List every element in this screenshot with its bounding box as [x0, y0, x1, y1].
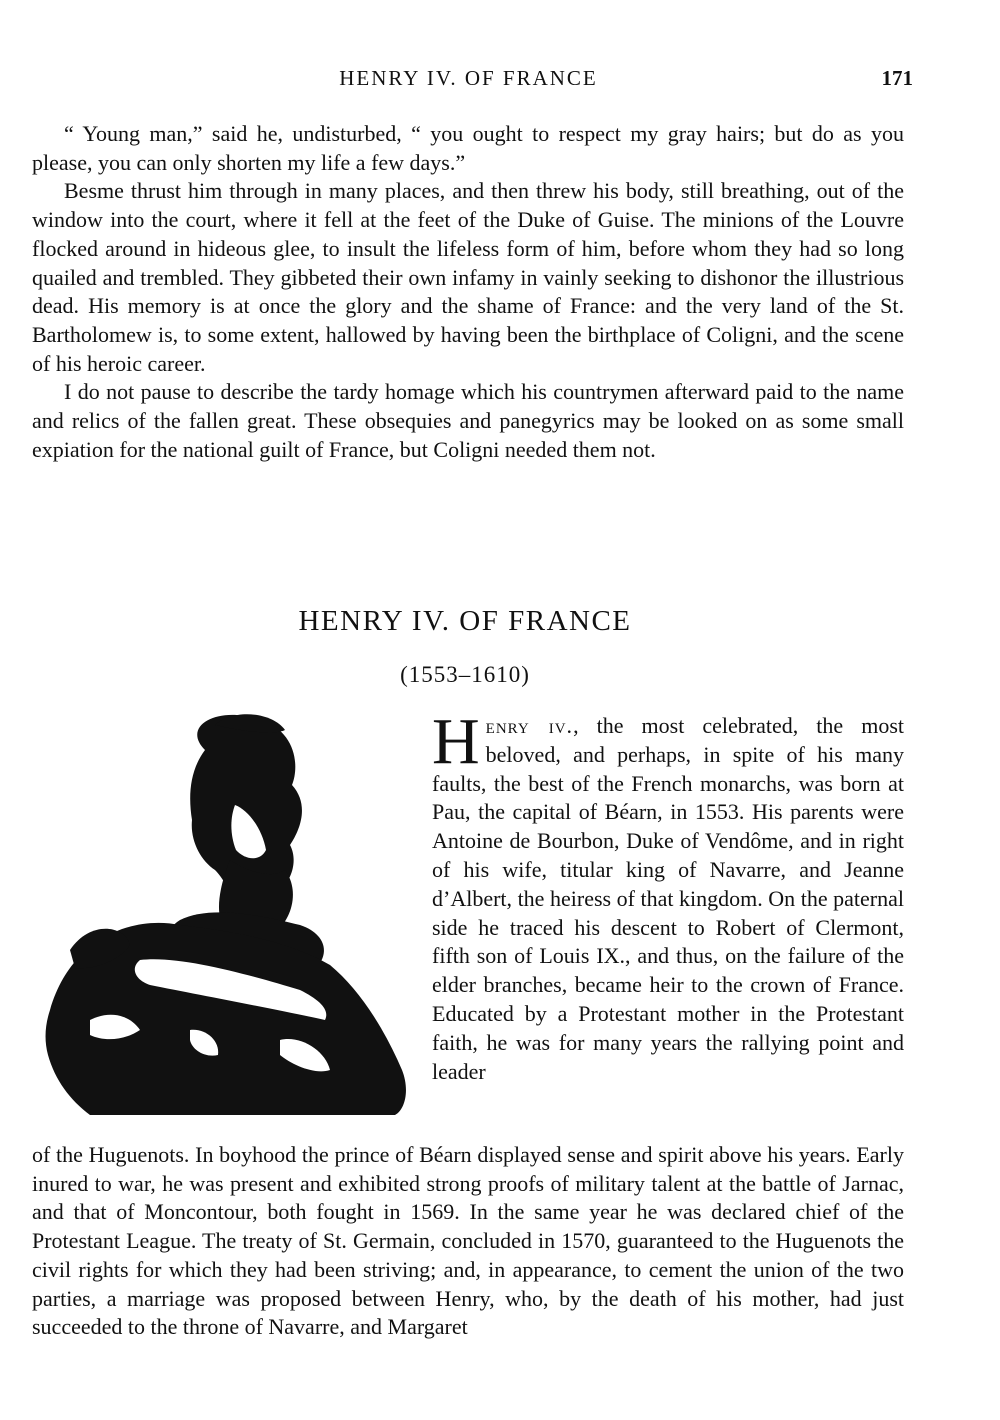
running-title: HENRY IV. OF FRANCE [339, 66, 598, 90]
portrait-engraving [30, 710, 420, 1120]
paragraph: Besme thrust him through in many places, and then threw his body, still breathing, out of the window into the court, where it fell at the feet of the Duke of Guise. The minions of the Louvre flocked around in hideous glee, to insult the lifeless form of him, before whom they had so long quailed and trembled. They gibbeted their own infamy in vainly seeking to dishonor the illustrious dead. His memory is at once the glory and the shame of France: and the very land of the St. Bartholomew is, to some extent, hallowed by having been the birthplace of Coligni, and the scene of his heroic career. [32, 178, 904, 376]
page-number: 171 [881, 66, 913, 90]
paragraph: “ Young man,” said he, undisturbed, “ you ought to respect my gray hairs; but do as you please, you can only shorten my life a few days.” [32, 121, 904, 175]
previous-section-text [32, 120, 904, 464]
chapter-dates: (1553–1610) [400, 662, 530, 687]
chapter-opening-text [432, 705, 904, 1086]
chapter-title: HENRY IV. OF FRANCE [298, 605, 632, 637]
paragraph: of the Huguenots. In boyhood the prince of Béarn displayed sense and spirit above his years. Early inured to war, he was present and exhibited strong proofs of military talent at the battle of Jarnac, and that of Moncontour, both fought in 1569. In the same year he was declared chief of the Protestant League. The treaty of St. Germain, concluded in 1570, guaranteed to the Huguenots the civil rights for which they had been striving; and, in appearance, to cement the union of the two parties, a marriage was proposed between Henry, who, by the death of his mother, had just succeeded to the throne of Navarre, and Margaret [32, 1142, 904, 1340]
opening-paragraph [432, 705, 904, 1086]
chapter-continuation-text [32, 1141, 904, 1342]
paragraph: I do not pause to describe the tardy homage which his countrymen afterward paid to the name and relics of the fallen great. These obsequies and panegyrics may be looked on as some small expiation for the national guilt of France, but Coligni needed them not. [32, 379, 904, 462]
opening-small-caps: enry iv. [485, 713, 574, 738]
running-head [32, 66, 913, 100]
drop-cap: H [432, 705, 480, 778]
opening-text: , the most celebrated, the most beloved, and perhaps, in spite of his many faults, the best of the French monarchs, was born at Pau, the capital of Béarn, in 1553. His parents were Antoine de Bourbon, Duke of Vendôme, and in right of his wife, titular king of Navarre, and Jeanne d’Albert, the heiress of that kingdom. On the paternal side he traced his descent to Robert of Clermont, fifth son of Louis IX., and thus, on the failure of the elder branches, became heir to the crown of France. Educated by a Protestant mother in the Protestant faith, he was for many years the rallying point and leader [432, 713, 904, 1084]
